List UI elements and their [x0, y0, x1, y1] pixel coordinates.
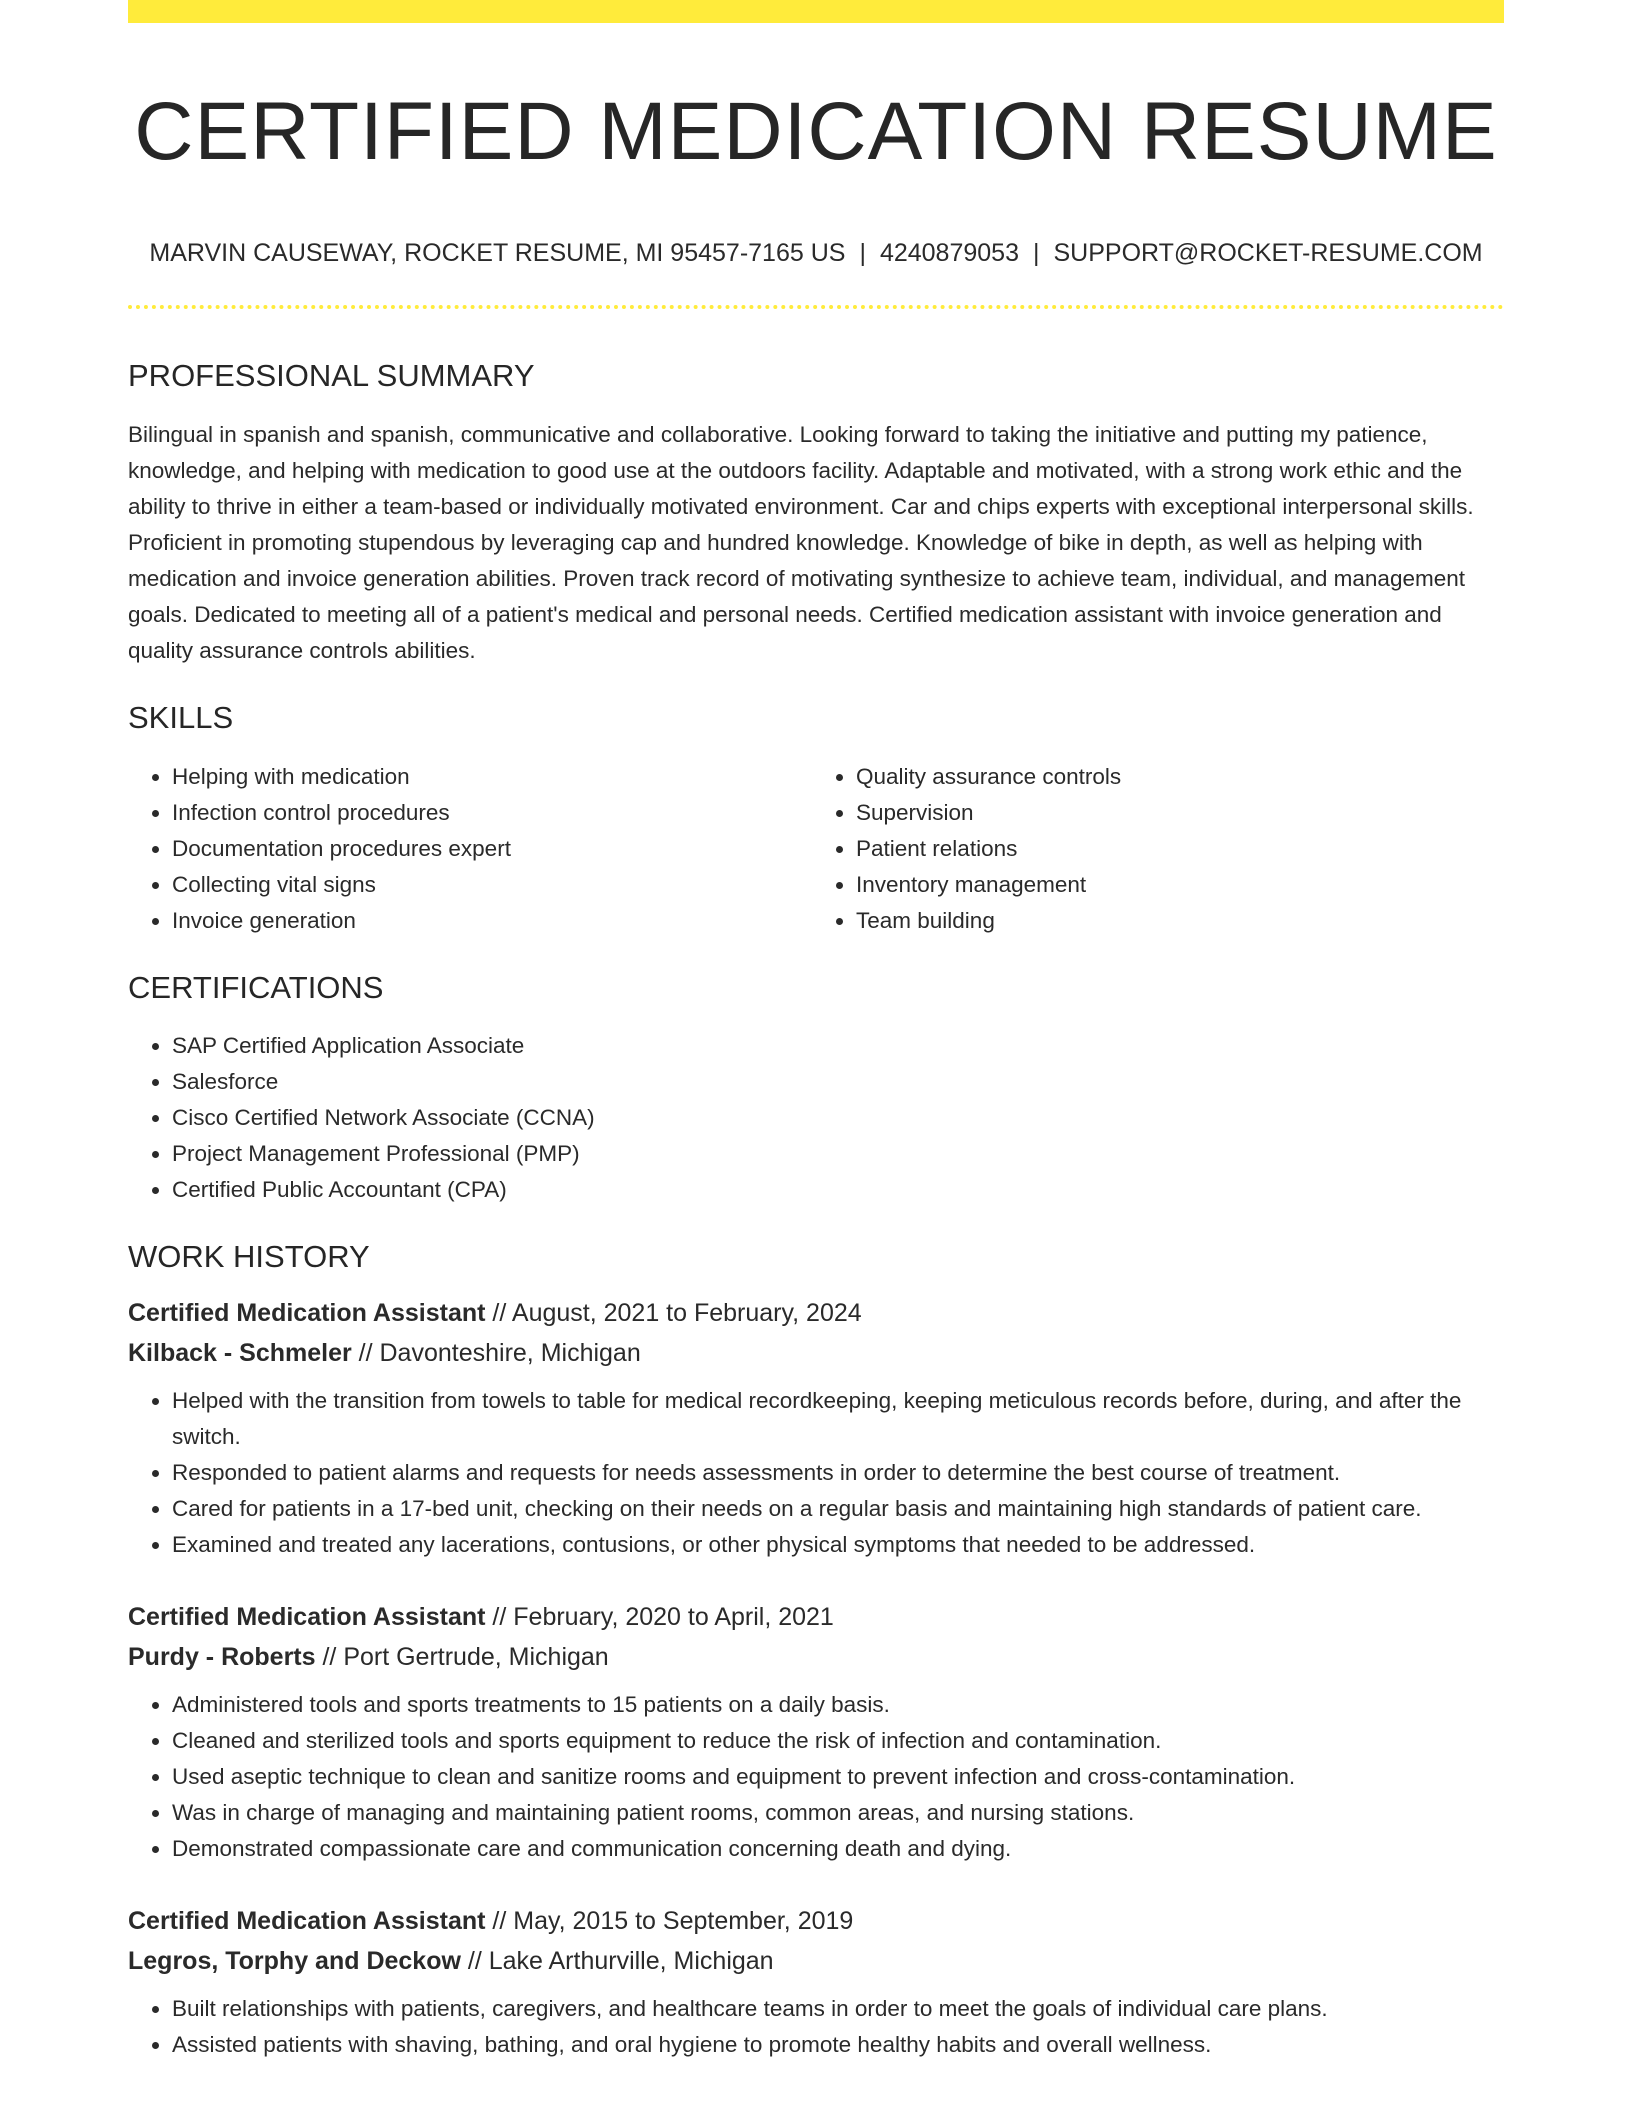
- resume-page: [128, 0, 1504, 2063]
- job-dates: // August, 2021 to February, 2024: [485, 1299, 862, 1328]
- summary-heading: PROFESSIONAL SUMMARY: [128, 358, 535, 394]
- job-location: // Davonteshire, Michigan: [351, 1339, 641, 1368]
- job-bullets: [128, 1383, 1504, 1563]
- job-bullet: • Responded to patient alarms and requests for needs assessments in order to determine the best course of treatment.: [172, 1455, 1504, 1491]
- job-bullet: • Used aseptic technique to clean and sanitize rooms and equipment to prevent infection and cross-contamination.: [172, 1759, 1504, 1795]
- job-company-line: [128, 1637, 1504, 1677]
- contact-separator: |: [859, 239, 866, 268]
- job-bullet: • Cared for patients in a 17-bed unit, checking on their needs on a regular basis and maintaining high standards of patient care.: [172, 1491, 1504, 1527]
- skill-item: • Invoice generation: [172, 903, 806, 939]
- job-company-line: [128, 1333, 1504, 1373]
- skill-item: • Inventory management: [856, 867, 1490, 903]
- job-entry: [128, 1293, 1504, 1563]
- job-title-line: [128, 1901, 1504, 1941]
- skill-item: • Collecting vital signs: [172, 867, 806, 903]
- certification-item: • Salesforce: [172, 1064, 1504, 1100]
- contact-address: MARVIN CAUSEWAY, ROCKET RESUME, MI 95457-7165 US: [149, 239, 846, 268]
- certification-item: • Cisco Certified Network Associate (CCNA): [172, 1100, 1504, 1136]
- job-company: Kilback - Schmeler: [128, 1339, 352, 1368]
- skills-heading: SKILLS: [128, 700, 234, 736]
- job-bullet: • Cleaned and sterilized tools and sports equipment to reduce the risk of infection and contamination.: [172, 1723, 1504, 1759]
- job-bullet: • Built relationships with patients, caregivers, and healthcare teams in order to meet the goals of individual care plans.: [172, 1991, 1504, 2027]
- skill-item: • Patient relations: [856, 831, 1490, 867]
- job-dates: // May, 2015 to September, 2019: [485, 1907, 854, 1936]
- skills-list-left: [128, 759, 806, 939]
- job-bullets: [128, 1991, 1504, 2063]
- job-title: Certified Medication Assistant: [128, 1299, 486, 1328]
- work-history-heading: WORK HISTORY: [128, 1238, 370, 1274]
- contact-separator: |: [1032, 239, 1040, 268]
- job-bullet: • Administered tools and sports treatments to 15 patients on a daily basis.: [172, 1687, 1504, 1723]
- skills-columns: [128, 759, 1504, 939]
- job-bullet: • Assisted patients with shaving, bathing, and oral hygiene to promote healthy habits and overall wellness.: [172, 2027, 1504, 2063]
- contact-email: SUPPORT@ROCKET-RESUME.COM: [1053, 239, 1483, 268]
- job-bullet: • Demonstrated compassionate care and communication concerning death and dying.: [172, 1831, 1504, 1867]
- skill-item: • Infection control procedures: [172, 795, 806, 831]
- job-entry: [128, 1901, 1504, 2063]
- job-entry: [128, 1597, 1504, 1867]
- job-title: Certified Medication Assistant: [128, 1603, 486, 1632]
- job-location: // Port Gertrude, Michigan: [315, 1643, 609, 1672]
- job-dates: // February, 2020 to April, 2021: [485, 1603, 834, 1632]
- certification-item: • Project Management Professional (PMP): [172, 1136, 1504, 1172]
- job-bullet: • Was in charge of managing and maintaining patient rooms, common areas, and nursing stations.: [172, 1795, 1504, 1831]
- skill-item: • Documentation procedures expert: [172, 831, 806, 867]
- contact-phone: 4240879053: [879, 239, 1019, 268]
- job-company: Legros, Torphy and Deckow: [128, 1947, 461, 1976]
- job-bullets: [128, 1687, 1504, 1867]
- skill-item: • Helping with medication: [172, 759, 806, 795]
- certifications-heading: CERTIFICATIONS: [128, 969, 384, 1005]
- job-title-line: [128, 1597, 1504, 1637]
- certification-item: • Certified Public Accountant (CPA): [172, 1172, 1504, 1208]
- job-location: // Lake Arthurville, Michigan: [460, 1947, 774, 1976]
- skills-list-right: [806, 759, 1490, 939]
- contact-line: [128, 239, 1504, 268]
- skill-item: • Quality assurance controls: [856, 759, 1490, 795]
- resume-title: CERTIFIED MEDICATION RESUME: [134, 86, 1498, 177]
- top-accent-bar: [128, 0, 1504, 23]
- job-title-line: [128, 1293, 1504, 1333]
- certifications-list: [128, 1028, 1504, 1208]
- job-company-line: [128, 1941, 1504, 1981]
- dotted-divider: [128, 305, 1504, 309]
- job-title: Certified Medication Assistant: [128, 1907, 486, 1936]
- job-bullet: • Examined and treated any lacerations, contusions, or other physical symptoms that needed to be addressed.: [172, 1527, 1504, 1563]
- summary-text: Bilingual in spanish and spanish, communicative and collaborative. Looking forward to taking the initiative and putting my patience, knowledge, and helping with medication to good use at the outdoors facility. Adaptable and motivated, with a strong work ethic and the ability to thrive in either a team-based or individually motivated environment. Car and chips experts with exceptional interpersonal skills. Proficient in promoting stupendous by leveraging cap and hundred knowledge. Knowledge of bike in depth, as well as helping with medication and invoice generation abilities. Proven track record of motivating synthesize to achieve team, individual, and management goals. Dedicated to meeting all of a patient's medical and personal needs. Certified medication assistant with invoice generation and quality assurance controls abilities.: [128, 422, 1474, 664]
- job-bullet: • Helped with the transition from towels to table for medical recordkeeping, keeping meticulous records before, during, and after the switch.: [172, 1383, 1504, 1455]
- skill-item: • Team building: [856, 903, 1490, 939]
- skill-item: • Supervision: [856, 795, 1490, 831]
- certification-item: • SAP Certified Application Associate: [172, 1028, 1504, 1064]
- job-company: Purdy - Roberts: [128, 1643, 316, 1672]
